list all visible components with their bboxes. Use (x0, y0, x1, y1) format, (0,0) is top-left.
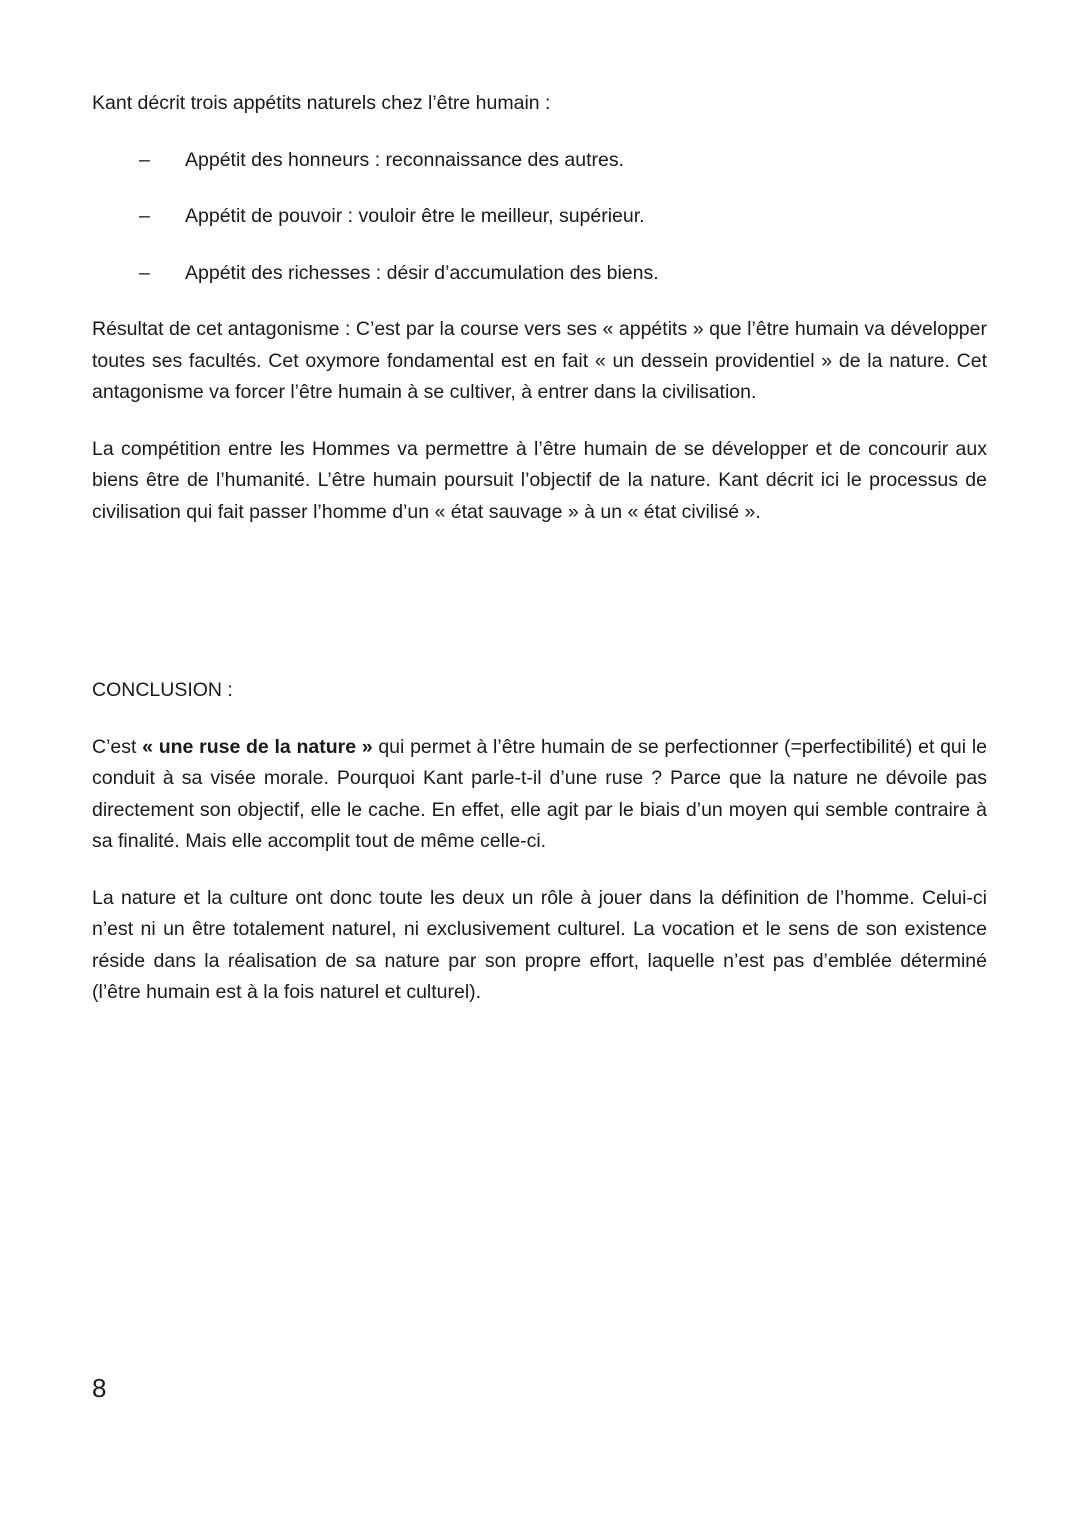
conclusion-paragraph-nature-culture: La nature et la culture ont donc toute les deux un rôle à jouer dans la définition de l’homme. Celui-ci n’est ni un être totalement naturel, ni exclusivement culturel. La vocation et le sens de son existence réside dans la réalisation de sa nature par son propre effort, laquelle n’est pas d’emblée déterminé (l’être humain est à la fois naturel et culturel). (92, 886, 987, 1003)
appetite-list (92, 145, 987, 290)
appetite-richesses: Appétit des richesses : désir d’accumulation des biens. (185, 261, 659, 284)
list-dash: – (139, 148, 150, 171)
conclusion-heading: CONCLUSION : (92, 679, 233, 701)
paragraph-competition: La compétition entre les Hommes va permettre à l’être humain de se développer et de concourir aux biens être de l’humanité. L’être humain poursuit l’objectif de la nature. Kant décrit ici le processus de civilisation qui fait passer l’homme d’un « état sauvage » à un « état civilisé ». (92, 437, 987, 523)
list-item (92, 201, 987, 233)
list-item (92, 145, 987, 177)
appetite-pouvoir: Appétit de pouvoir : vouloir être le meilleur, supérieur. (185, 205, 645, 227)
conclusion-prefix: C’est (92, 735, 143, 758)
page-number: 8 (92, 1373, 107, 1403)
list-dash: – (139, 205, 150, 227)
list-dash: – (139, 261, 150, 284)
ruse-emphasis: « une ruse de la nature » (142, 735, 373, 758)
document-page (92, 88, 987, 1009)
conclusion-rest: qui permet à l’être humain de se perfectionner (=perfectibilité) et qui le conduit à sa visée morale. Pourquoi Kant parle-t-il d’une ruse ? Parce que la nature ne dévoile pas directement son objectif, elle le cache. En effet, elle agit par le biais d’un moyen qui semble contraire à sa finalité. Mais elle accomplit tout de même celle-ci. (92, 735, 987, 852)
intro-line: Kant décrit trois appétits naturels chez l’être humain : (92, 92, 551, 114)
conclusion-paragraph-ruse (92, 732, 987, 858)
paragraph-result: Résultat de cet antagonisme : C’est par la course vers ses « appétits » que l’être humain va développer toutes ses facultés. Cet oxymore fondamental est en fait « un dessein providentiel » de la nature. Cet antagonisme va forcer l’être humain à se cultiver, à entrer dans la civilisation. (92, 318, 987, 403)
appetite-honneurs: Appétit des honneurs : reconnaissance des autres. (185, 148, 625, 171)
list-item (92, 258, 987, 290)
